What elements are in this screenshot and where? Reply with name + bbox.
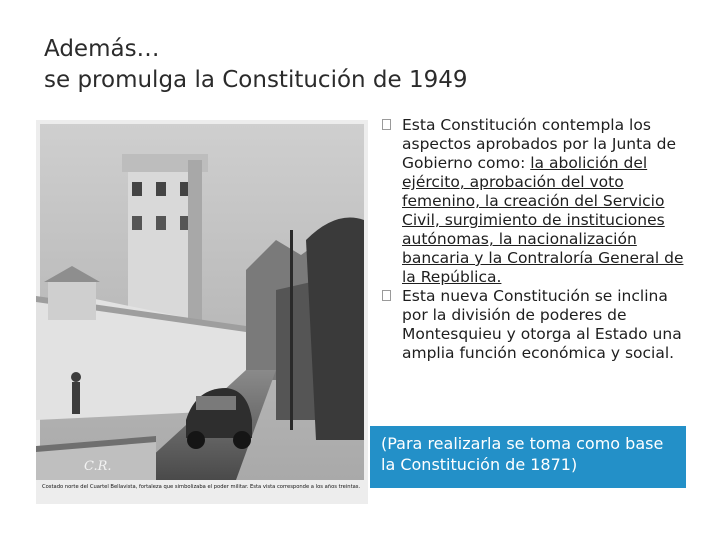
photo-illustration <box>36 120 368 504</box>
bullet-box-icon <box>382 119 391 130</box>
bullet-item-2 <box>382 287 698 363</box>
bullet-1-underlined-text: la abolición del ejército, aprobación del voto femenino, la creación del Servicio Civil, surgimiento de instituciones autónomas, la nacionalización bancaria y la Contraloría General de la República. <box>402 154 684 286</box>
photo-signature: C.R. <box>84 459 112 474</box>
bullet-1-text: Esta Constitución contempla los aspectos aprobados por la Junta de Gobierno como: <box>402 116 676 172</box>
note-box: (Para realizarla se toma como base la Constitución de 1871) <box>370 426 686 488</box>
slide-title-line-2: se promulga la Constitución de 1949 <box>44 67 468 93</box>
slide-title <box>44 34 468 96</box>
photo-caption: Costado norte del Cuartel Bellavista, fortaleza que simbolizaba el poder militar. Esta vista corresponde a los años treintas. <box>42 484 361 490</box>
bullet-2-text: Esta nueva Constitución se inclina por la división de poderes de Montesquieu y otorga al Estado una amplia función económica y social. <box>402 287 682 362</box>
bullet-box-icon <box>382 290 391 301</box>
bullet-item-1 <box>382 116 698 287</box>
slide-title-line-1: Además… <box>44 36 160 62</box>
historic-photo <box>36 120 368 504</box>
bullet-list <box>382 116 698 363</box>
